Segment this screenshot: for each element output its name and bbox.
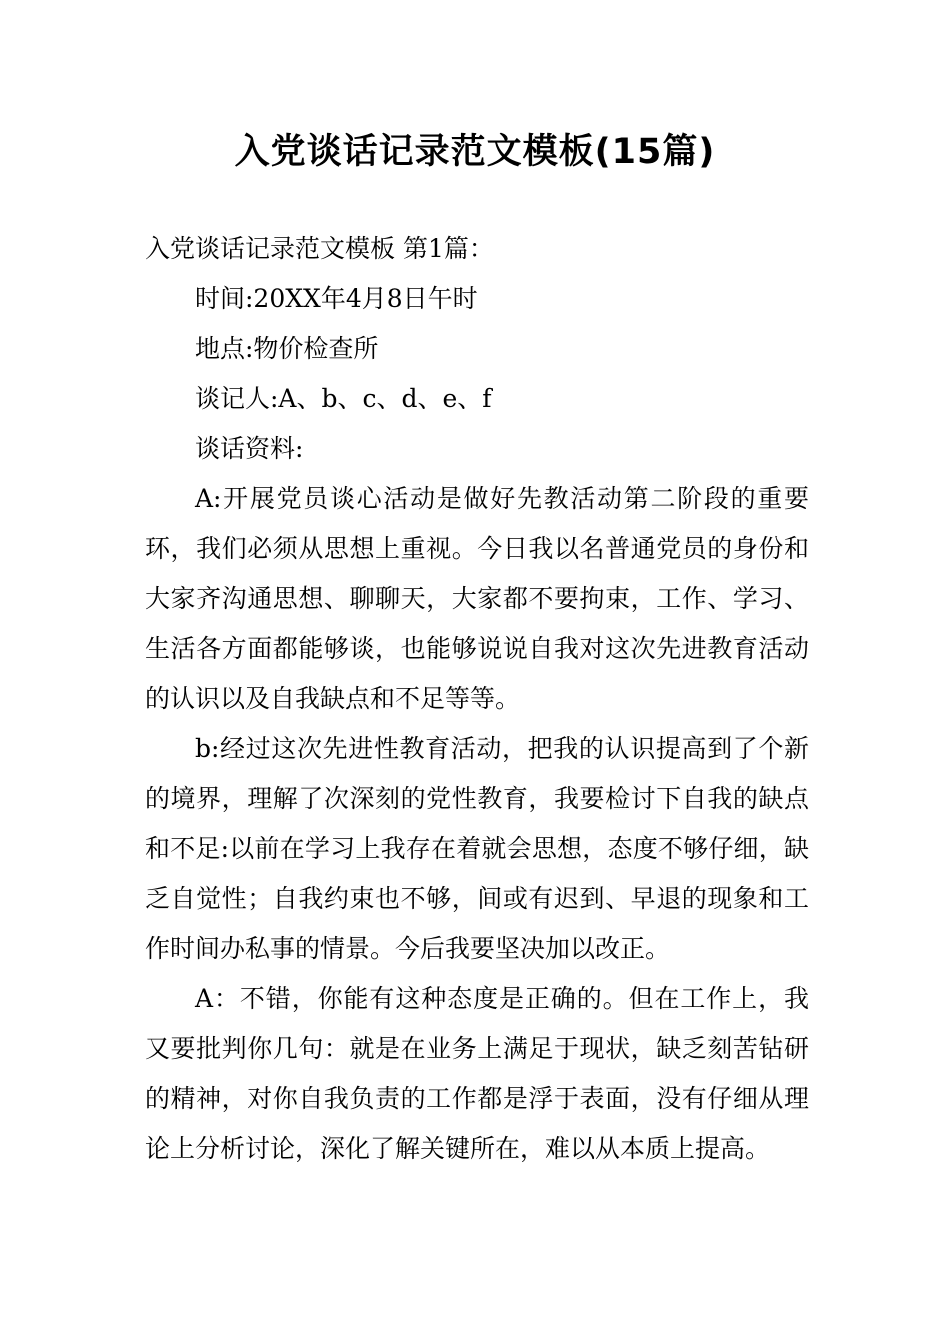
document-title: 入党谈话记录范文模板(15篇) (234, 132, 716, 172)
section-heading: 入党谈话记录范文模板 第1篇： (145, 234, 494, 263)
meta-content-label: 谈话资料: (195, 434, 304, 463)
document-body (145, 224, 809, 1174)
meta-time: 时间:20XX年4月8日午时 (195, 284, 478, 313)
paragraph-1: A:开展党员谈心活动是做好先教活动第二阶段的重要环，我们必须从思想上重视。今日我以名普通党员的身份和大家齐沟通思想、聊聊天，大家都不要拘束，工作、学习、生活各方面都能够谈，也能够说说自我对这次先进教育活动的认识以及自我缺点和不足等等。 (145, 484, 809, 713)
paragraph-3: A：不错，你能有这种态度是正确的。但在工作上，我又要批判你几句：就是在业务上满足于现状，缺乏刻苦钻研的精神，对你自我负责的工作都是浮于表面，没有仔细从理论上分析讨论，深化了解关键所在，难以从本质上提高。 (145, 984, 809, 1163)
paragraph-2: b:经过这次先进性教育活动，把我的认识提高到了个新的境界，理解了次深刻的党性教育，我要检讨下自我的缺点和不足:以前在学习上我存在着就会思想，态度不够仔细，缺乏自觉性；自我约束也不够，间或有迟到、早退的现象和工作时间办私事的情景。今后我要坚决加以改正。 (145, 734, 809, 963)
meta-participants: 谈记人:A、b、c、d、e、f (195, 384, 492, 413)
meta-place: 地点:物价检查所 (195, 334, 379, 363)
